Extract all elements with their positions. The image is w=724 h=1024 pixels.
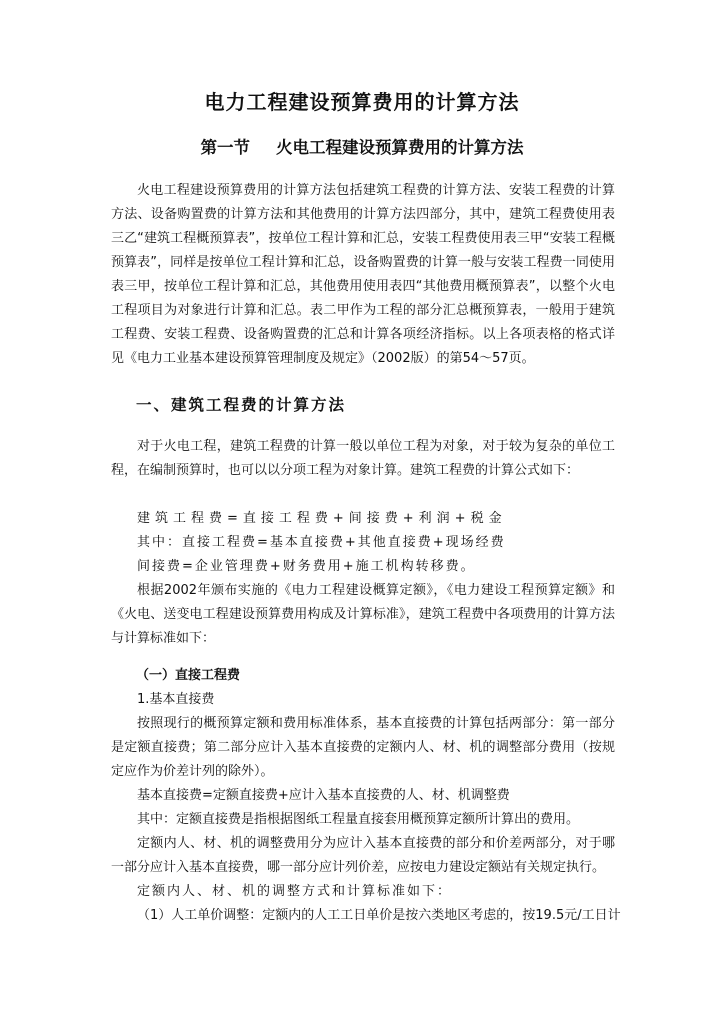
formula-building-cost: 建筑工程费=直接工程费+间接费+利润+税金 — [137, 511, 507, 526]
basic-paragraph: 按照现行的概预算定额和费用标准体系，基本直接费的计算包括两部分：第一部分是定额直接费；第二部分应计入基本直接费的定额内人、材、机的调整部分费用（按规定应作为价差计列的除外）。 — [111, 716, 615, 779]
quota-paragraph: 其中：定额直接费是指根据图纸工程量直接套用概预算定额所计算出的费用。 — [137, 812, 580, 827]
section-name: 火电工程建设预算费用的计算方法 — [276, 138, 524, 157]
building-paragraph: 对于火电工程，建筑工程费的计算一般以单位工程为对象，对于较为复杂的单位工程，在编制预算时，也可以以分项工程为对象计算。建筑工程费的计算公式如下： — [111, 439, 615, 478]
document-title: 电力工程建设预算费用的计算方法 — [204, 90, 520, 114]
method-paragraph: 定额内人、材、机的调整方式和计算标准如下： — [137, 884, 453, 899]
formula-basic-direct-cost: 基本直接费=定额直接费+应计入基本直接费的人、材、机调整费 — [137, 788, 510, 803]
intro-paragraph: 火电工程建设预算费用的计算方法包括建筑工程费的计算方法、安装工程费的计算方法、设备购置费的计算方法和其他费用的计算方法四部分，其中，建筑工程费使用表三乙“建筑工程概预算表”，按单位工程计算和汇总，安装工程费使用表三甲“安装工程概预算表”，同样是按单位工程计算和汇总，设备购置费的计算一般与安装工程费一同使用表三甲，按单位工程计算和汇总，其他费用使用表四“其他费用概预算表”，以整个火电工程项目为对象进行计算和汇总。表二甲作为工程的部分汇总概预算表，一般用于建筑工程费、安装工程费、设备购置费的汇总和计算各项经济指标。以上各项表格的格式详见《电力工业基本建设预算管理制度及规定》（2002版）的第54～57页。 — [111, 183, 615, 366]
adjust-paragraph: 定额内人、材、机的调整费用分为应计入基本直接费的部分和价差两部分，对于哪一部分应计入基本直接费，哪一部分应计列价差，应按电力建设定额站有关规定执行。 — [111, 836, 615, 875]
labor-paragraph: （1）人工单价调整：定额内的人工工日单价是按六类地区考虑的，按19.5元/工日计 — [137, 908, 621, 923]
sub-heading-basic: 1.基本直接费 — [137, 692, 215, 707]
basis-paragraph: 根据2002年颁布实施的《电力工程建设概算定额》，《电力建设工程预算定额》和《火电、送变电工程建设预算费用构成及计算标准》，建筑工程费中各项费用的计算方法与计算标准如下： — [111, 583, 615, 646]
heading-building-cost: 一、建筑工程费的计算方法 — [136, 396, 347, 414]
section-title — [0, 134, 724, 158]
section-number: 第一节 — [200, 138, 250, 157]
formula-indirect-cost: 间接费=企业管理费+财务费用+施工机构转移费。 — [137, 559, 476, 574]
heading-direct-cost: （一）直接工程费 — [136, 668, 241, 683]
formula-direct-cost: 其中：直接工程费=基本直接费+其他直接费+现场经费 — [137, 535, 506, 550]
